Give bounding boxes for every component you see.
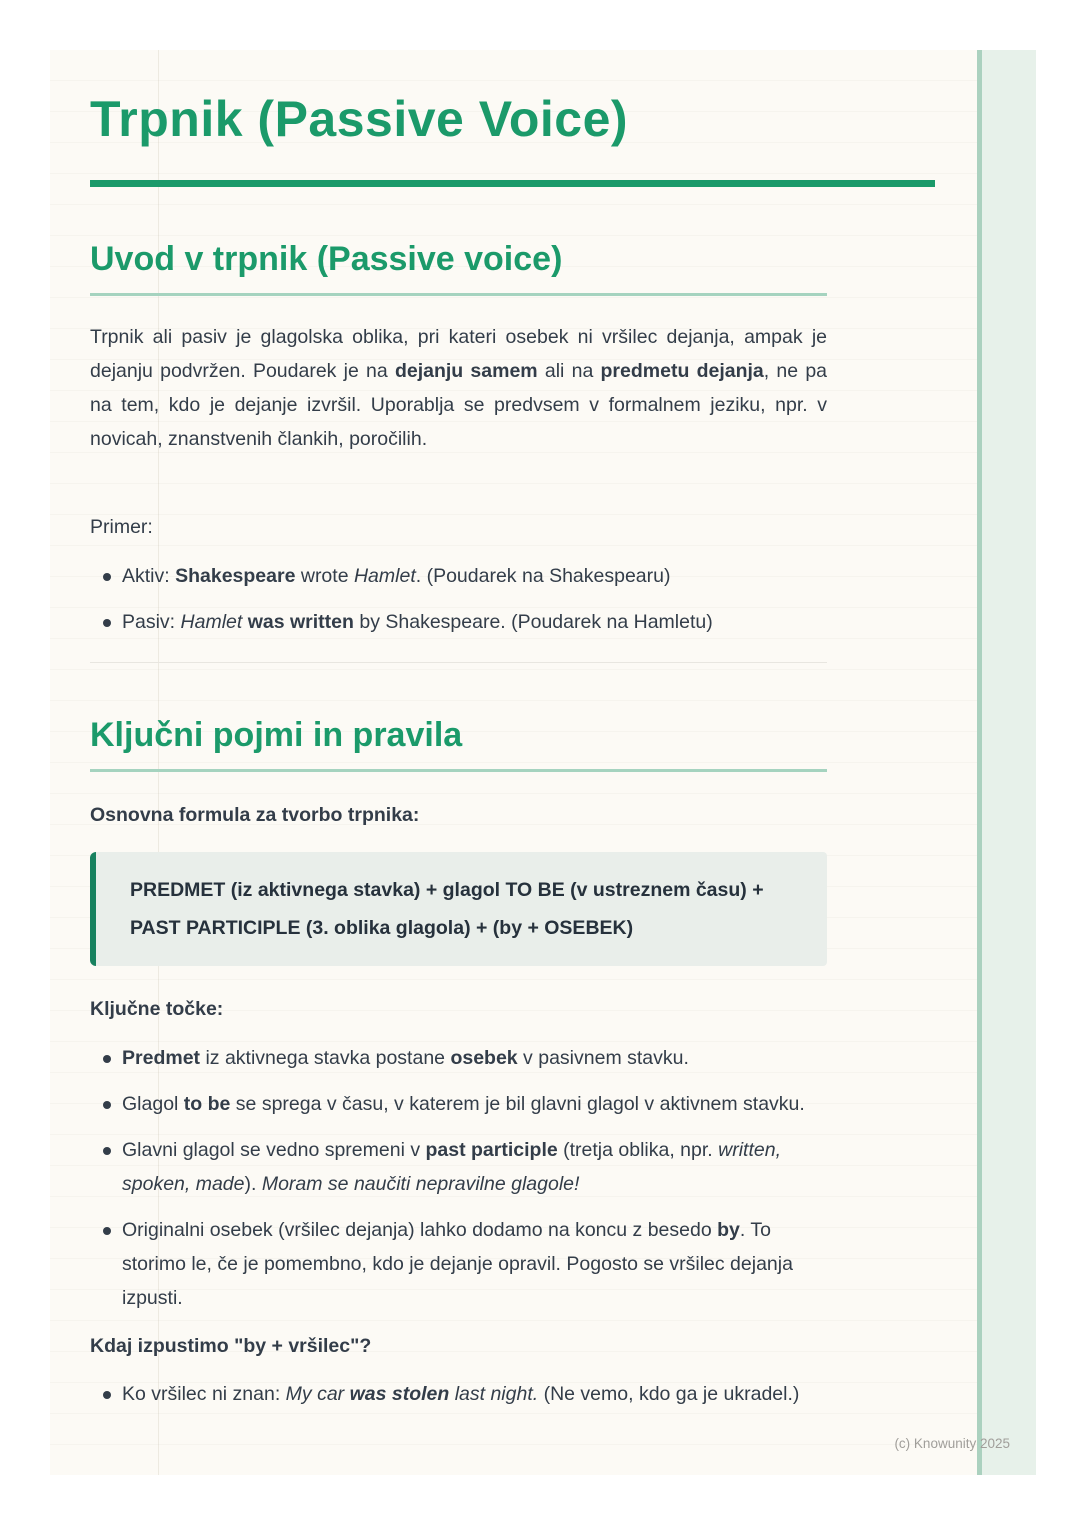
section-heading-intro: Uvod v trpnik (Passive voice) — [90, 240, 563, 278]
text-segment: Glagol — [122, 1093, 184, 1115]
text-segment: written, spoken, made — [122, 1139, 781, 1195]
text-segment: My car — [285, 1383, 350, 1405]
section-divider — [90, 662, 827, 663]
text-segment: Shakespeare — [175, 565, 296, 587]
key-points-label: Ključne točke: — [90, 998, 224, 1020]
text-segment: (tretja oblika, npr. — [557, 1139, 719, 1161]
key-points-list — [90, 1041, 827, 1315]
text-segment: Hamlet — [353, 565, 416, 587]
text-segment: dejanju samem — [394, 360, 538, 382]
list-item — [90, 559, 827, 593]
omit-heading: Kdaj izpustimo "by + vršilec"? — [90, 1335, 372, 1357]
heading-rule — [90, 293, 827, 296]
example-list — [90, 559, 827, 639]
text-segment: Ko vršilec ni znan: — [122, 1383, 286, 1405]
list-item — [90, 605, 827, 639]
heading-rule — [90, 769, 827, 772]
text-segment: , ne pa na tem, kdo je dejanje izvršil. Uporablja se predvsem v formalnem jeziku, npr. v novicah, znanstvenih člankih, poročilih. — [90, 360, 828, 450]
text-segment: v pasivnem stavku. — [517, 1047, 689, 1069]
formula-box — [90, 852, 827, 966]
text-segment: iz aktivnega stavka postane — [200, 1047, 451, 1069]
list-item — [90, 1377, 827, 1411]
text-segment: last night. — [449, 1383, 539, 1405]
side-stripe — [977, 50, 1036, 1475]
text-segment: se sprega v času, v katerem je bil glavni glagol v aktivnem stavku. — [230, 1093, 805, 1115]
text-segment: Trpnik ali pasiv je glagolska oblika, pri kateri osebek ni vršilec dejanja, ampak je dejanju podvržen. Poudarek je na — [90, 326, 827, 382]
text-segment: Hamlet — [180, 611, 243, 633]
document-content — [90, 92, 935, 1423]
intro-paragraph — [90, 320, 827, 456]
omit-list — [90, 1377, 827, 1411]
text-segment: . To storimo le, če je pomembno, kdo je dejanje opravil. Pogosto se vršilec dejanja izpusti. — [122, 1219, 793, 1309]
text-segment: past participle — [425, 1139, 558, 1161]
text-segment: Pasiv: — [122, 611, 181, 633]
section-heading-rules: Ključni pojmi in pravila — [90, 716, 463, 754]
text-segment: was written — [247, 611, 354, 633]
text-segment: Predmet — [122, 1047, 201, 1069]
text-segment: ali na — [537, 360, 601, 382]
formula-label: Osnovna formula za tvorbo trpnika: — [90, 804, 420, 826]
text-segment: ). — [244, 1173, 262, 1195]
text-segment: to be — [183, 1093, 231, 1115]
text-segment: osebek — [450, 1047, 518, 1069]
example-label: Primer: — [90, 516, 153, 538]
list-item — [90, 1133, 827, 1201]
text-segment: predmetu dejanja — [600, 360, 764, 382]
watermark: (c) Knowunity 2025 — [894, 1436, 1010, 1451]
text-segment: Moram se naučiti nepravilne glagole! — [261, 1173, 580, 1195]
list-item — [90, 1213, 827, 1315]
list-item — [90, 1041, 827, 1075]
text-segment: by — [717, 1219, 740, 1241]
text-segment: Glavni glagol se vedno spremeni v — [122, 1139, 426, 1161]
text-segment: (Ne vemo, kdo ga je ukradel.) — [538, 1383, 800, 1405]
list-item — [90, 1087, 827, 1121]
text-segment: Aktiv: — [122, 565, 176, 587]
text-segment: Originalni osebek (vršilec dejanja) lahko dodamo na koncu z besedo — [122, 1219, 718, 1241]
text-segment: . (Poudarek na Shakespearu) — [415, 565, 671, 587]
document-page — [50, 50, 1036, 1475]
text-segment: was stolen — [349, 1383, 450, 1405]
text-segment: wrote — [295, 565, 354, 587]
text-segment: PREDMET (iz aktivnega stavka) + glagol TO BE (v ustreznem času) + PAST PARTICIPLE (3. oblika glagola) + (by + OSEBEK) — [130, 879, 764, 939]
title-rule — [90, 180, 935, 187]
text-segment: by Shakespeare. (Poudarek na Hamletu) — [353, 611, 713, 633]
document-title: Trpnik (Passive Voice) — [90, 91, 629, 147]
